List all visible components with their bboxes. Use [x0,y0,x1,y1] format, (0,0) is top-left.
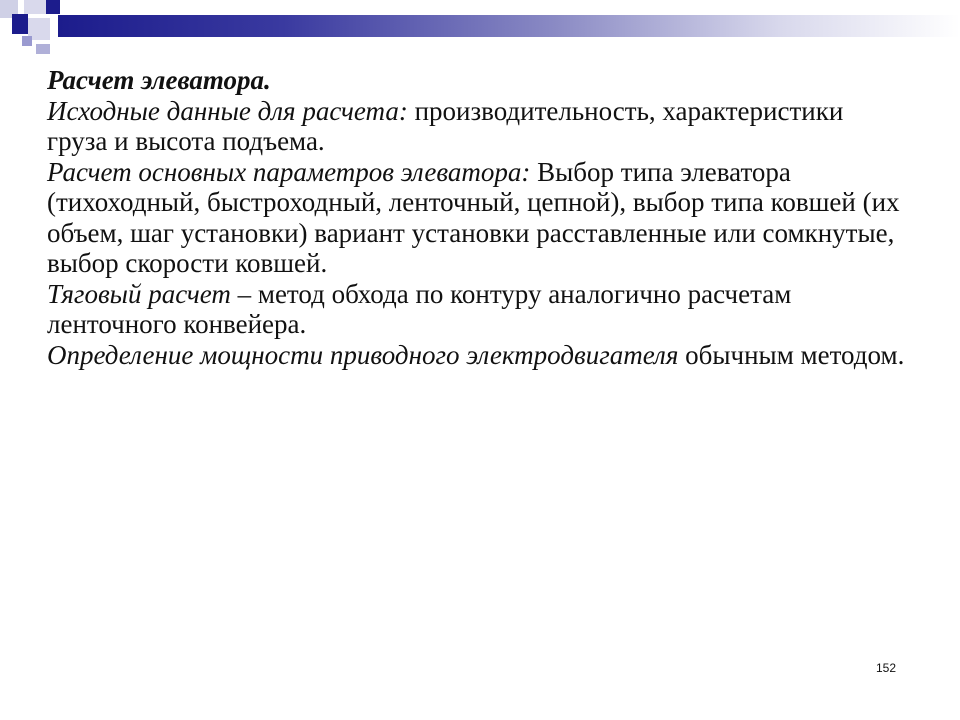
slide-title: Расчет элеватора. [47,65,271,95]
slide-body [47,65,907,370]
decor-square [22,36,32,46]
paragraph-text: обычным методом. [678,339,905,370]
paragraph-label: Определение мощности приводного электродвигателя [47,339,679,370]
decor-square [12,14,28,34]
paragraph-text: производительность, характеристики груза и высота подъема. [47,95,844,156]
paragraph-traction [47,279,907,340]
decor-square [24,0,46,14]
paragraph-label: Расчет основных параметров элеватора: [47,156,531,187]
decor-square [46,0,60,14]
page-number: 152 [876,661,897,675]
paragraph-label: Тяговый расчет [47,278,231,309]
paragraph-input-data [47,96,907,157]
header-gradient-bar [58,15,960,37]
paragraph-text: Выбор типа элеватора (тихоходный, быстроходный, ленточный, цепной), выбор типа ковшей (их объем, шаг установки) вариант установки расставленные или сомкнутые, выбор скорости ковшей. [47,156,900,278]
decor-square [36,44,50,54]
paragraph-power [47,340,907,371]
paragraph-text: – метод обхода по контуру аналогично расчетам ленточного конвейера. [47,278,792,339]
paragraph-label: Исходные данные для расчета: [47,95,408,126]
paragraph-main-params [47,157,907,279]
